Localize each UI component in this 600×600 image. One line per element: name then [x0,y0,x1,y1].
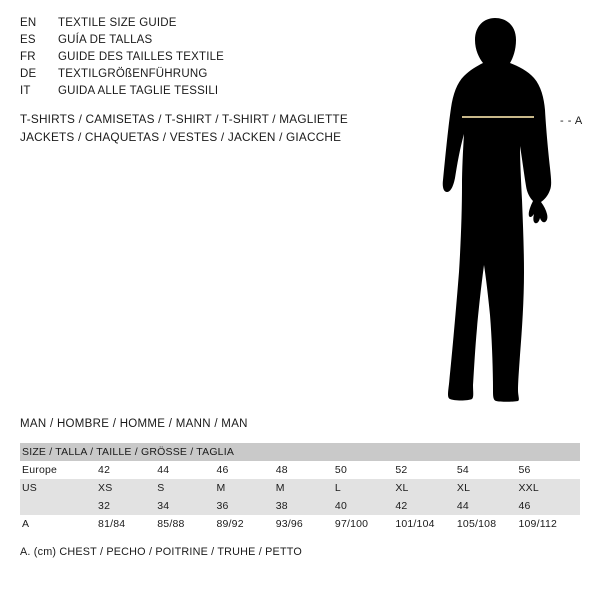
language-title: TEXTILGRÖßENFÜHRUNG [58,68,208,80]
table-header-label: SIZE / TALLA / TAILLE / GRÖSSE / TAGLIA [20,443,580,461]
cell: 36 [216,497,275,515]
cell: 97/100 [335,515,395,533]
category-block [20,110,420,146]
language-code: ES [20,34,36,46]
silhouette-icon [400,10,600,410]
cell: 44 [157,461,216,479]
cell: 81/84 [98,515,157,533]
language-row [20,51,380,68]
cell: 93/96 [276,515,335,533]
table-row [20,497,580,515]
table-header-row [20,443,580,461]
cell: M [276,479,335,497]
cell: S [157,479,216,497]
cell: 85/88 [157,515,216,533]
category-tshirts: T-SHIRTS / CAMISETAS / T-SHIRT / T-SHIRT / MAGLIETTE [20,112,348,126]
table-row [20,515,580,533]
language-row [20,68,380,85]
cell: 52 [395,461,457,479]
language-row [20,17,380,34]
cell: 44 [457,497,519,515]
size-table [20,443,580,533]
table-footnote: A. (cm) CHEST / PECHO / POITRINE / TRUHE / PETTO [20,546,302,558]
cell: 46 [518,497,580,515]
cell: XL [395,479,457,497]
chest-callout-label: - - A [560,115,583,127]
row-label [20,497,98,515]
cell: XS [98,479,157,497]
language-row [20,34,380,51]
language-title: TEXTILE SIZE GUIDE [58,17,177,29]
language-code: EN [20,17,37,29]
cell: 56 [518,461,580,479]
row-label: US [20,479,98,497]
cell: 38 [276,497,335,515]
cell: M [216,479,275,497]
cell: 54 [457,461,519,479]
table-row [20,479,580,497]
language-title: GUIDA ALLE TAGLIE TESSILI [58,85,219,97]
male-silhouette-figure [400,10,600,410]
language-header-block [20,17,380,102]
row-label: Europe [20,461,98,479]
language-code: IT [20,85,31,97]
language-row [20,85,380,102]
cell: 48 [276,461,335,479]
language-title: GUÍA DE TALLAS [58,34,153,46]
table-row [20,461,580,479]
cell: 46 [216,461,275,479]
language-title: GUIDE DES TAILLES TEXTILE [58,51,225,63]
cell: XXL [518,479,580,497]
cell: 89/92 [216,515,275,533]
cell: L [335,479,395,497]
cell: 40 [335,497,395,515]
language-code: DE [20,68,37,80]
category-jackets: JACKETS / CHAQUETAS / VESTES / JACKEN / GIACCHE [20,130,342,144]
cell: 50 [335,461,395,479]
cell: 42 [395,497,457,515]
cell: 42 [98,461,157,479]
cell: 34 [157,497,216,515]
cell: XL [457,479,519,497]
cell: 109/112 [518,515,580,533]
cell: 32 [98,497,157,515]
table-group-title: MAN / HOMBRE / HOMME / MANN / MAN [20,418,248,430]
cell: 101/104 [395,515,457,533]
language-code: FR [20,51,36,63]
cell: 105/108 [457,515,519,533]
row-label: A [20,515,98,533]
